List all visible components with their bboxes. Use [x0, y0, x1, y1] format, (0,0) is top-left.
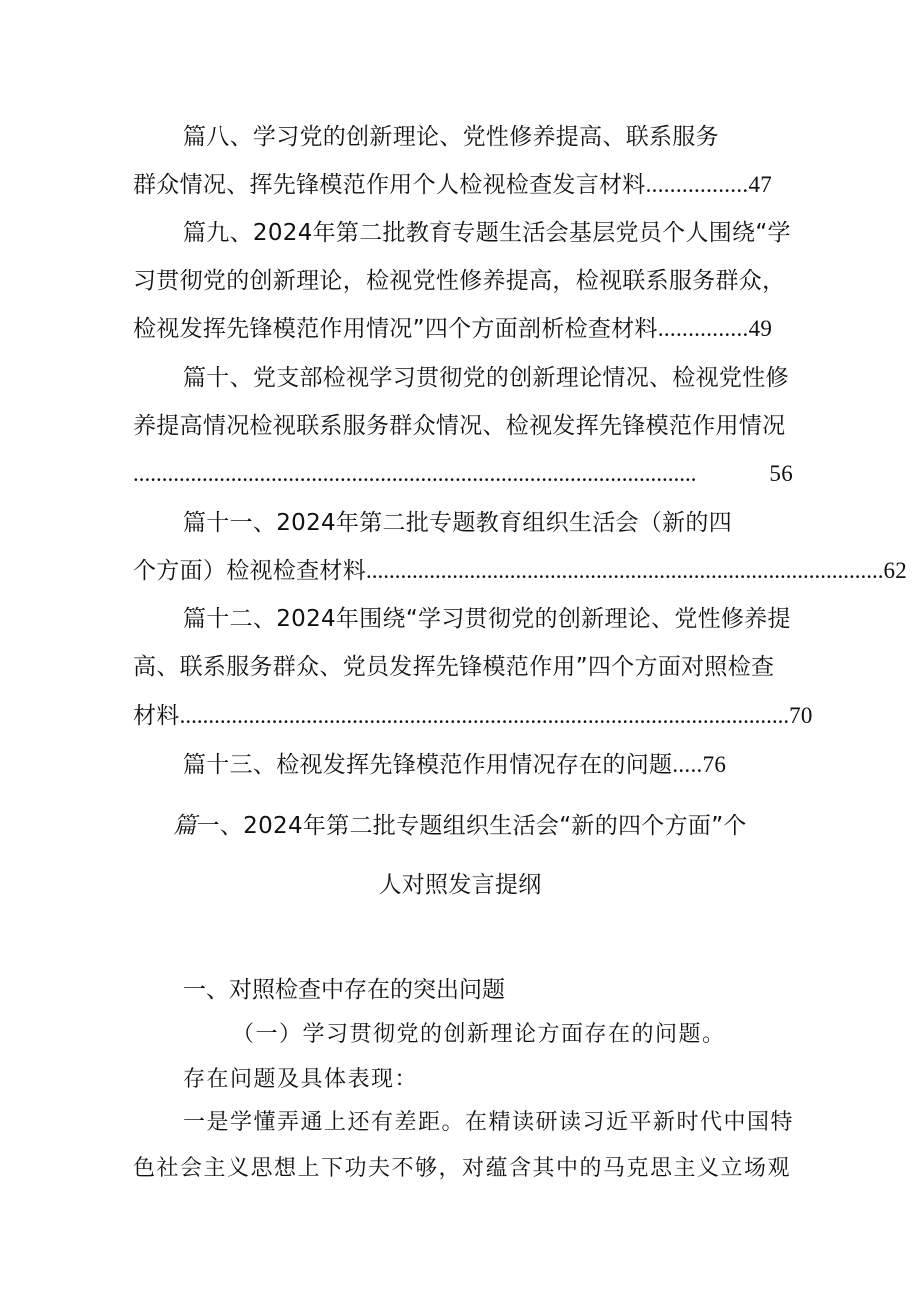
toc-entry-9-text: 检视发挥先锋模范作用情况”四个方面剖析检查材料 — [133, 316, 658, 342]
toc-entry-9-dots: ............... — [657, 316, 749, 341]
toc-entry-9-line-2: 习贯彻党的创新理论，检视党性修养提高，检视联系服务群众， — [133, 268, 786, 294]
toc-entry-9-line-1: 篇九、2024年第二批教育专题生活会基层党员个人围绕“学 — [183, 220, 791, 246]
article-title-prefix: 篇 — [173, 813, 197, 839]
toc-entry-12-page: 70 — [789, 703, 813, 728]
toc-entry-13-line-1[interactable] — [183, 750, 726, 780]
toc-entry-8-text: 群众情况、挥先锋模范作用个人检视检查发言材料 — [133, 172, 646, 198]
toc-entry-11-page: 62 — [883, 558, 908, 583]
article-title-line-2: 人对照发言提纲 — [378, 872, 542, 898]
toc-entry-10-line-3[interactable] — [133, 459, 793, 489]
toc-entry-13-text: 篇十三、检视发挥先锋模范作用情况存在的问题 — [183, 752, 673, 778]
article-title-text: 一、2024年第二批专题组织生活会“新的四个方面”个 — [196, 813, 747, 839]
toc-entry-12-line-1: 篇十二、2024年围绕“学习贯彻党的创新理论、党性修养提 — [183, 606, 791, 632]
toc-entry-13-page: 76 — [702, 752, 727, 777]
toc-entry-12-dots: .......................................................................................................... — [179, 703, 790, 728]
toc-entry-8-page: 47 — [748, 172, 773, 197]
sub-heading: （一）学习贯彻党的创新理论方面存在的问题。 — [232, 1022, 726, 1047]
toc-entry-10-line-1: 篇十、党支部检视学习贯彻党的创新理论情况、检视党性修 — [183, 365, 789, 391]
problems-label: 存在问题及具体表现： — [183, 1067, 419, 1092]
toc-entry-11-line-2[interactable] — [133, 556, 908, 586]
toc-entry-8-dots: ................. — [645, 172, 749, 197]
toc-entry-11-dots: .......................................................................................... — [366, 558, 884, 583]
toc-entry-10-page: 56 — [769, 461, 793, 486]
toc-entry-12-text: 材料 — [133, 703, 180, 729]
toc-entry-13-dots: ..... — [672, 752, 703, 777]
toc-entry-11-line-1: 篇十一、2024年第二批专题教育组织生活会（新的四 — [183, 510, 733, 536]
toc-entry-8-line-2[interactable] — [133, 170, 772, 200]
toc-entry-12-line-3[interactable] — [133, 701, 813, 731]
toc-entry-9-line-3[interactable] — [133, 314, 772, 344]
paragraph-1-line-1: 一是学懂弄通上还有差距。在精读研读习近平新时代中国特 — [183, 1110, 795, 1135]
section-heading: 一、对照检查中存在的突出问题 — [183, 977, 505, 1003]
article-title-line-1 — [0, 811, 920, 841]
toc-entry-11-text: 个方面）检视检查材料 — [133, 558, 366, 584]
toc-entry-12-line-2: 高、联系服务群众、党员发挥先锋模范作用”四个方面对照检查 — [133, 654, 775, 680]
toc-entry-10-dots: .................................................................................................. — [133, 461, 697, 486]
paragraph-1-line-2: 色社会主义思想上下功夫不够，对蕴含其中的马克思主义立场观 — [133, 1156, 792, 1181]
toc-entry-9-page: 49 — [748, 316, 773, 341]
toc-entry-10-line-2: 养提高情况检视联系服务群众情况、检视发挥先锋模范作用情况 — [133, 413, 786, 439]
toc-entry-8-line-1: 篇八、学习党的创新理论、党性修养提高、联系服务 — [183, 124, 719, 150]
